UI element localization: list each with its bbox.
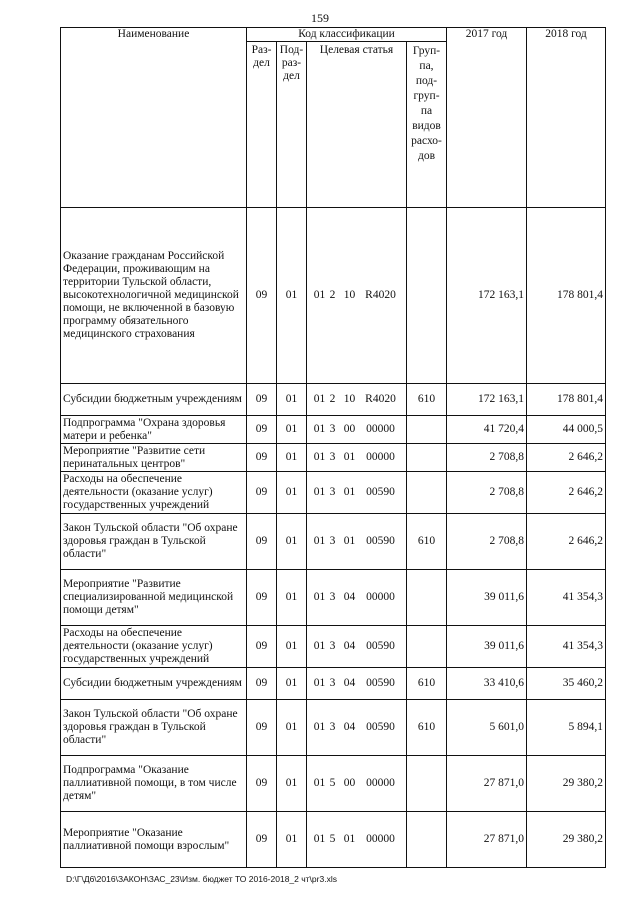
header-year-2017: 2017 год: [447, 28, 527, 208]
row-target: [307, 444, 407, 472]
row-value-2017: 5 601,0: [447, 700, 527, 756]
row-name: Мероприятие "Развитие сети перинатальных центров": [61, 444, 247, 472]
row-section: 09: [247, 756, 277, 812]
row-target: [307, 570, 407, 626]
target-code-part: 00: [343, 423, 356, 435]
target-code-part: 01: [313, 486, 326, 498]
target-code-part: 01: [313, 423, 326, 435]
row-name: Подпрограмма "Охрана здоровья матери и ребенка": [61, 416, 247, 444]
header-section: Раз- дел: [247, 42, 277, 208]
table-row: [61, 208, 606, 384]
target-code-part: 04: [343, 591, 356, 603]
target-code-part: 5: [329, 833, 336, 845]
row-group: [407, 416, 447, 444]
target-code-part: 01: [343, 833, 356, 845]
target-code-part: 10: [343, 289, 356, 301]
target-code-part: 01: [313, 677, 326, 689]
target-code-part: 00000: [366, 833, 395, 845]
row-group: 610: [407, 514, 447, 570]
target-code-part: 2: [329, 289, 336, 301]
row-name: Оказание гражданам Российской Федерации, проживающим на территории Тульской области, высокотехнологичной медицинской помощи, не включенной в базовую программу обязательного медицинского страхования: [61, 208, 247, 384]
target-code-part: R4020: [365, 393, 396, 405]
target-code-part: 04: [343, 677, 356, 689]
row-name: Закон Тульской области "Об охране здоровья граждан в Тульской области": [61, 700, 247, 756]
target-code-part: 3: [329, 677, 336, 689]
table-row: [61, 700, 606, 756]
table-row: [61, 384, 606, 416]
row-value-2018: 44 000,5: [527, 416, 606, 444]
row-name: Закон Тульской области "Об охране здоровья граждан в Тульской области": [61, 514, 247, 570]
target-code-part: 3: [329, 423, 336, 435]
target-code-part: R4020: [365, 289, 396, 301]
target-code-part: 00000: [366, 777, 395, 789]
table-row: [61, 514, 606, 570]
row-value-2018: 5 894,1: [527, 700, 606, 756]
target-code-part: 01: [343, 451, 356, 463]
row-target: [307, 700, 407, 756]
target-code-part: 01: [343, 535, 356, 547]
table-row: [61, 668, 606, 700]
row-target: [307, 208, 407, 384]
row-value-2018: 2 646,2: [527, 514, 606, 570]
row-target: [307, 626, 407, 668]
row-group: [407, 208, 447, 384]
row-section: 09: [247, 700, 277, 756]
row-value-2018: 35 460,2: [527, 668, 606, 700]
target-code-part: 3: [329, 591, 336, 603]
row-group: [407, 756, 447, 812]
table-row: [61, 570, 606, 626]
row-section: 09: [247, 626, 277, 668]
row-value-2018: 178 801,4: [527, 208, 606, 384]
row-value-2017: 41 720,4: [447, 416, 527, 444]
row-subsection: 01: [277, 416, 307, 444]
row-target: [307, 416, 407, 444]
table-row: [61, 756, 606, 812]
row-group: 610: [407, 384, 447, 416]
target-code-part: 01: [313, 535, 326, 547]
row-group: [407, 812, 447, 868]
target-code-part: 3: [329, 721, 336, 733]
row-group: 610: [407, 668, 447, 700]
target-code-part: 5: [329, 777, 336, 789]
row-value-2017: 172 163,1: [447, 384, 527, 416]
table-body: [61, 208, 606, 868]
row-value-2018: 2 646,2: [527, 444, 606, 472]
target-code-part: 00000: [366, 591, 395, 603]
row-subsection: 01: [277, 626, 307, 668]
row-subsection: 01: [277, 668, 307, 700]
row-subsection: 01: [277, 208, 307, 384]
target-code-part: 01: [313, 591, 326, 603]
row-group: [407, 472, 447, 514]
row-value-2018: 41 354,3: [527, 570, 606, 626]
row-group: [407, 570, 447, 626]
row-name: Расходы на обеспечение деятельности (оказание услуг) государственных учреждений: [61, 472, 247, 514]
table-row: [61, 472, 606, 514]
target-code-part: 01: [313, 289, 326, 301]
row-value-2018: 29 380,2: [527, 756, 606, 812]
row-target: [307, 472, 407, 514]
table-row: [61, 812, 606, 868]
target-code-part: 00000: [366, 423, 395, 435]
file-path-footer: D:\Г\Д6\2016\ЗАКОН\ЗАС_23\Изм. бюджет ТО 2016-2018_2 чт\pr3.xls: [66, 874, 337, 884]
row-value-2017: 39 011,6: [447, 570, 527, 626]
target-code-part: 00590: [366, 535, 395, 547]
row-subsection: 01: [277, 756, 307, 812]
row-value-2018: 41 354,3: [527, 626, 606, 668]
row-section: 09: [247, 416, 277, 444]
row-section: 09: [247, 514, 277, 570]
row-name: Расходы на обеспечение деятельности (оказание услуг) государственных учреждений: [61, 626, 247, 668]
target-code-part: 01: [313, 833, 326, 845]
row-section: 09: [247, 472, 277, 514]
row-target: [307, 514, 407, 570]
row-name: Субсидии бюджетным учреждениям: [61, 668, 247, 700]
row-value-2017: 27 871,0: [447, 812, 527, 868]
row-name: Подпрограмма "Оказание паллиативной помощи, в том числе детям": [61, 756, 247, 812]
row-section: 09: [247, 668, 277, 700]
row-name: Субсидии бюджетным учреждениям: [61, 384, 247, 416]
page-number: 159: [311, 11, 329, 25]
row-target: [307, 668, 407, 700]
row-value-2017: 27 871,0: [447, 756, 527, 812]
row-section: 09: [247, 384, 277, 416]
target-code-part: 01: [313, 451, 326, 463]
row-value-2017: 33 410,6: [447, 668, 527, 700]
target-code-part: 10: [343, 393, 356, 405]
header-name: Наименование: [61, 28, 247, 208]
row-group: [407, 444, 447, 472]
row-group: [407, 626, 447, 668]
row-value-2018: 29 380,2: [527, 812, 606, 868]
table-row: [61, 626, 606, 668]
header-code: Код классификации: [247, 28, 447, 42]
row-section: 09: [247, 444, 277, 472]
row-section: 09: [247, 570, 277, 626]
target-code-part: 00590: [366, 640, 395, 652]
target-code-part: 01: [313, 640, 326, 652]
header-group: Груп- па, под- груп- па видов расхо- дов: [407, 42, 447, 208]
target-code-part: 3: [329, 451, 336, 463]
target-code-part: 04: [343, 721, 356, 733]
row-subsection: 01: [277, 570, 307, 626]
target-code-part: 00590: [366, 486, 395, 498]
target-code-part: 3: [329, 535, 336, 547]
row-value-2017: 2 708,8: [447, 444, 527, 472]
budget-table: [60, 27, 606, 868]
target-code-part: 00000: [366, 451, 395, 463]
target-code-part: 01: [313, 393, 326, 405]
row-target: [307, 756, 407, 812]
row-value-2018: 178 801,4: [527, 384, 606, 416]
row-subsection: 01: [277, 700, 307, 756]
row-value-2017: 39 011,6: [447, 626, 527, 668]
row-subsection: 01: [277, 472, 307, 514]
target-code-part: 00590: [366, 721, 395, 733]
target-code-part: 00590: [366, 677, 395, 689]
header-year-2018: 2018 год: [527, 28, 606, 208]
table-row: [61, 416, 606, 444]
row-subsection: 01: [277, 812, 307, 868]
target-code-part: 04: [343, 640, 356, 652]
row-target: [307, 384, 407, 416]
header-target: Целевая статья: [307, 42, 407, 208]
target-code-part: 01: [313, 721, 326, 733]
target-code-part: 00: [343, 777, 356, 789]
target-code-part: 01: [343, 486, 356, 498]
row-section: 09: [247, 208, 277, 384]
row-subsection: 01: [277, 514, 307, 570]
row-value-2018: 2 646,2: [527, 472, 606, 514]
target-code-part: 2: [329, 393, 336, 405]
header-subsection: Под- раз- дел: [277, 42, 307, 208]
row-subsection: 01: [277, 384, 307, 416]
row-name: Мероприятие "Развитие специализированной медицинской помощи детям": [61, 570, 247, 626]
target-code-part: 3: [329, 640, 336, 652]
target-code-part: 01: [313, 777, 326, 789]
target-code-part: 3: [329, 486, 336, 498]
row-section: 09: [247, 812, 277, 868]
row-value-2017: 2 708,8: [447, 514, 527, 570]
row-group: 610: [407, 700, 447, 756]
row-target: [307, 812, 407, 868]
row-value-2017: 2 708,8: [447, 472, 527, 514]
row-value-2017: 172 163,1: [447, 208, 527, 384]
row-name: Мероприятие "Оказание паллиативной помощи взрослым": [61, 812, 247, 868]
row-subsection: 01: [277, 444, 307, 472]
table-row: [61, 444, 606, 472]
